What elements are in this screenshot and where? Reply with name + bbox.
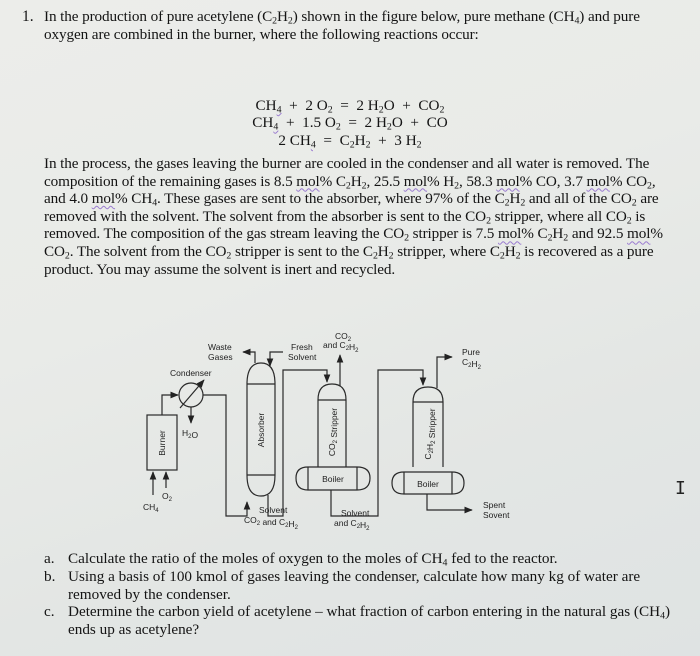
reaction-list bbox=[0, 97, 700, 149]
question-list bbox=[44, 550, 684, 639]
question-label: c. bbox=[44, 603, 55, 621]
text-cursor-icon: I bbox=[675, 478, 686, 499]
question-text: Using a basis of 100 kmol of gases leaving the condenser, calculate how many kg of water are removed by the condenser. bbox=[68, 567, 641, 603]
process-flow-diagram bbox=[0, 320, 700, 535]
water-label: $H_2O$ bbox=[182, 428, 199, 440]
condenser-label: Condenser bbox=[170, 368, 212, 378]
problem-intro: In the production of pure acetylene $(C_2H_2)$ shown in the figure below, pure methane $(CH_4)$ and pure oxygen are combined in the burner, where the following reactions occur: bbox=[44, 8, 640, 43]
c2h2-stripper-label: $C_2H_2$ Stripper bbox=[423, 408, 437, 460]
pure-c2h2-label-2: $C_2H_2$ bbox=[462, 357, 481, 371]
condenser-arrow-icon bbox=[180, 380, 204, 408]
solvent-co2-c2h2-label-2: $CO_2$ and $C_2H_2$ bbox=[244, 515, 298, 531]
co2-stripper-label: $CO_2$ Stripper bbox=[327, 407, 339, 457]
process-description: In the process, the gases leaving the burner are cooled in the condenser and all water is removed. The composition of the remaining gases is 8.5 mol% $C_2H_2$, 25.5 mol% $H_2$, 58.3 mol% CO, 3.7 mol% $CO_2$, and 4.0 mol% $CH_4$. These gases are sent to the absorber, where 97% of the $C_2H_2$ and all of the $CO_2$ are removed with the solvent. The solvent from the absorber is sent to the $CO_2$ stripper, where all $CO_2$ is removed. The composition of the gas stream leaving the $CO_2$ stripper is 7.5 mol% $C_2H_2$ and 92.5 mol% $CO_2$. The solvent from the $CO_2$ stripper is sent to the $C_2H_2$ stripper, where $C_2H_2$ is recovered as a pure product. You may assume the solvent is inert and recycled. bbox=[44, 155, 663, 278]
question-b bbox=[44, 568, 684, 604]
boiler-2-label: Boiler bbox=[417, 479, 439, 489]
question-c bbox=[44, 603, 684, 639]
question-label: a. bbox=[44, 550, 55, 567]
waste-gases-label-1: Waste bbox=[208, 342, 232, 352]
spent-solvent-label-1: Spent bbox=[483, 500, 506, 510]
pure-c2h2-line bbox=[437, 357, 452, 388]
waste-gases-line bbox=[243, 352, 255, 363]
solvent-co2-c2h2-label-1: Solvent bbox=[259, 505, 288, 515]
burner-label: Burner bbox=[157, 430, 167, 456]
question-label: b. bbox=[44, 567, 56, 585]
o2-feed-label: $O_2$ bbox=[162, 491, 172, 503]
reaction-1: $CH_4 + 2$ $O_2 = 2$ $H_2O + CO_2$ bbox=[255, 97, 445, 116]
waste-gases-label-2: Gases bbox=[208, 352, 233, 362]
solvent-c2h2-label-1: Solvent bbox=[341, 508, 370, 518]
spent-solvent-line bbox=[427, 494, 472, 510]
solvent-c2h2-label-2: and $C_2H_2$ bbox=[334, 518, 370, 532]
reaction-3: 2 $CH_4 = C_2H_2 + 3$ $H_2$ bbox=[278, 131, 422, 151]
co2-top-label-2: and $C_2H_2$ bbox=[323, 340, 359, 354]
fresh-solvent-line bbox=[270, 352, 283, 366]
fresh-solvent-label-1: Fresh bbox=[291, 342, 313, 352]
problem-number: 1. bbox=[22, 8, 34, 25]
condenser-to-absorber-line bbox=[203, 395, 247, 516]
boiler-1-label: Boiler bbox=[322, 474, 344, 484]
question-text: Calculate the ratio of the moles of oxygen to the moles of $CH_4$ fed to the reactor. bbox=[68, 550, 558, 569]
pure-c2h2-label-1: Pure bbox=[462, 347, 480, 357]
absorber-label: Absorber bbox=[256, 412, 266, 448]
reaction-2: $CH_4 + 1.5$ $O_2 = 2$ $H_2O$ + CO bbox=[252, 114, 448, 133]
question-a bbox=[44, 550, 684, 568]
fresh-solvent-label-2: Solvent bbox=[288, 352, 317, 362]
burner-to-condenser-line bbox=[162, 395, 178, 415]
co2-top-label-1: $CO_2$ bbox=[335, 331, 352, 343]
spent-solvent-label-2: Sovent bbox=[483, 510, 510, 520]
ch4-feed-label: $CH_4$ bbox=[143, 502, 159, 514]
question-text: Determine the carbon yield of acetylene – what fraction of carbon entering in the natural gas $(CH_4)$ ends up as acetylene? bbox=[68, 603, 671, 639]
